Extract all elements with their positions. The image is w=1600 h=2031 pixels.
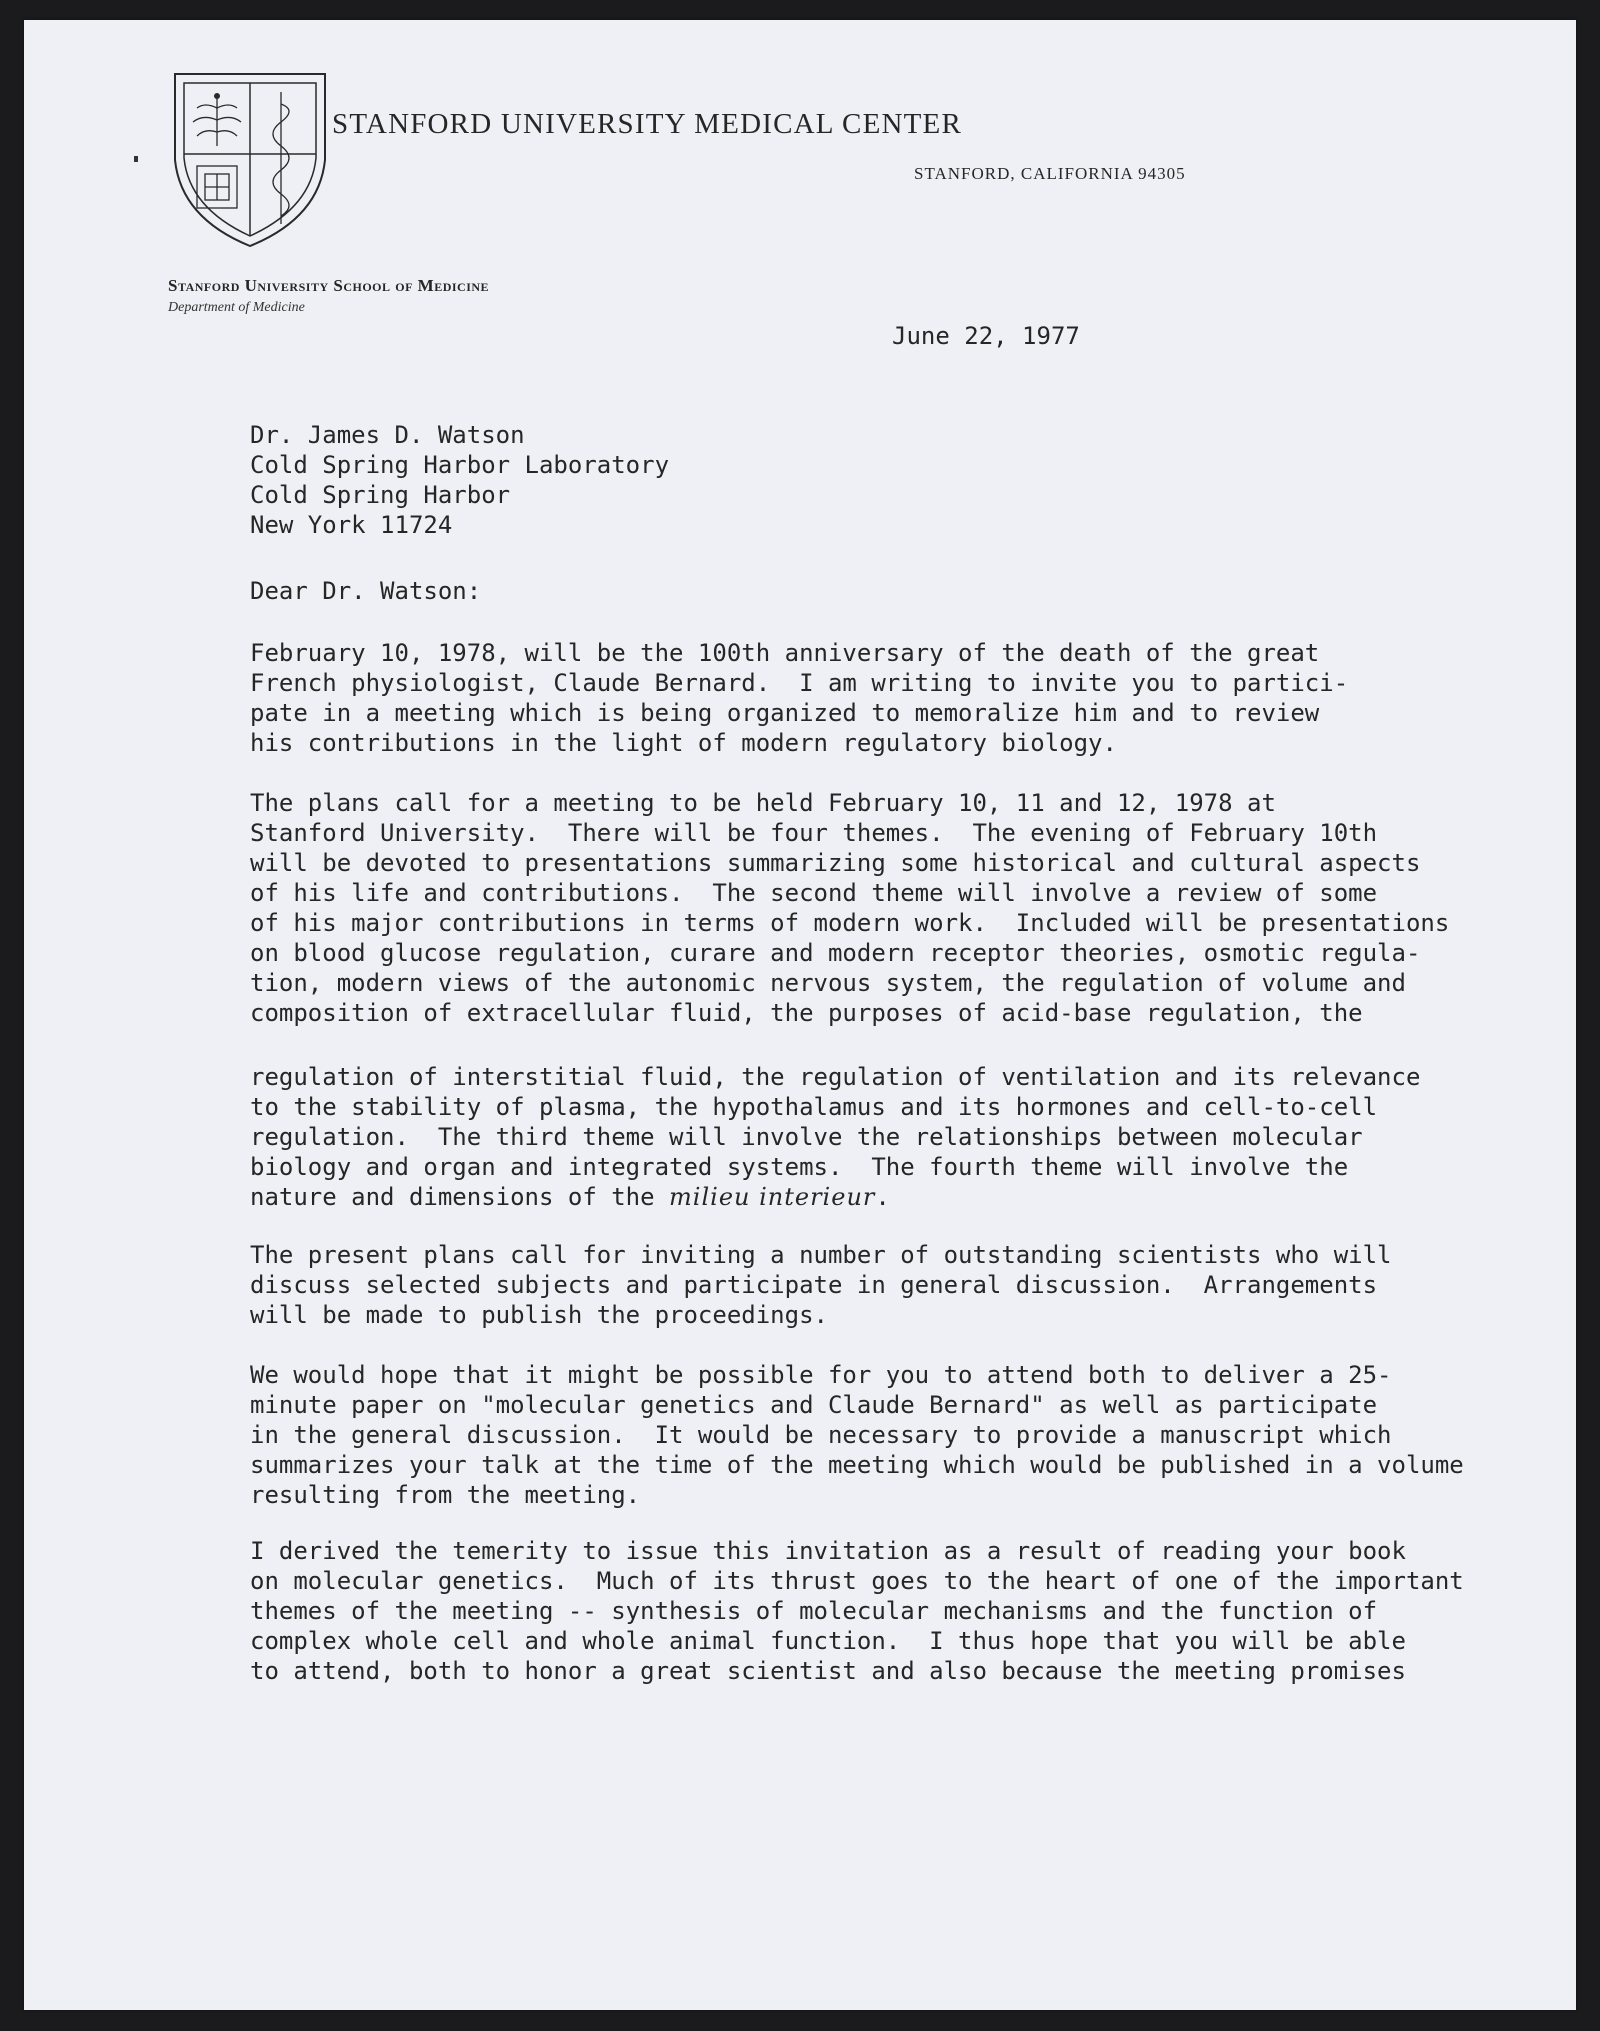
text-line: themes of the meeting -- synthesis of molecular mechanisms and the function of — [250, 1597, 1378, 1625]
recipient-line: Dr. James D. Watson — [250, 421, 525, 449]
text-line: Stanford University. There will be four themes. The evening of February 10th — [250, 819, 1378, 847]
text-line: tion, modern views of the autonomic nervous system, the regulation of volume and — [250, 969, 1406, 997]
milieu-interieur-italic: milieu interieur — [669, 1183, 876, 1211]
recipient-address — [250, 420, 1550, 540]
paragraph-4 — [250, 1360, 1550, 1510]
text-line: summarizes your talk at the time of the meeting which would be published in a volume — [250, 1451, 1464, 1479]
text-line: composition of extracellular fluid, the purposes of acid-base regulation, the — [250, 999, 1363, 1027]
text-line: to the stability of plasma, the hypothalamus and its hormones and cell-to-cell — [250, 1093, 1378, 1121]
text-line: will be devoted to presentations summarizing some historical and cultural aspects — [250, 849, 1421, 877]
text-line: in the general discussion. It would be necessary to provide a manuscript which — [250, 1421, 1392, 1449]
text-line: his contributions in the light of modern regulatory biology. — [250, 729, 1117, 757]
text-line: We would hope that it might be possible for you to attend both to deliver a 25- — [250, 1361, 1392, 1389]
letterhead-school: Stanford University School of Medicine — [168, 276, 490, 295]
letterhead-institution: STANFORD UNIVERSITY MEDICAL CENTER — [332, 108, 963, 140]
text-line-last — [250, 1182, 1550, 1212]
letter-date: June 22, 1977 — [892, 322, 1080, 350]
text-line: regulation. The third theme will involve the relationships between molecular — [250, 1123, 1363, 1151]
recipient-line: Cold Spring Harbor — [250, 481, 511, 509]
text-line: biology and organ and integrated systems. The fourth theme will involve the — [250, 1153, 1349, 1181]
letterhead-department: Department of Medicine — [168, 300, 305, 315]
text-line: The plans call for a meeting to be held February 10, 11 and 12, 1978 at — [250, 789, 1276, 817]
paragraph-3 — [250, 1240, 1550, 1330]
text-line: I derived the temerity to issue this invitation as a result of reading your book — [250, 1537, 1406, 1565]
recipient-line: New York 11724 — [250, 511, 453, 539]
text-line: will be made to publish the proceedings. — [250, 1301, 828, 1329]
text-line: complex whole cell and whole animal function. I thus hope that you will be able — [250, 1627, 1406, 1655]
text-suffix: . — [875, 1183, 890, 1211]
paragraph-2 — [250, 788, 1550, 1028]
salutation-text: Dear Dr. Watson: — [250, 577, 482, 605]
text-line: on blood glucose regulation, curare and modern receptor theories, osmotic regula- — [250, 939, 1421, 967]
stray-mark — [134, 156, 138, 162]
paragraph-1 — [250, 638, 1550, 758]
text-line: minute paper on "molecular genetics and Claude Bernard" as well as participate — [250, 1391, 1378, 1419]
text-line: pate in a meeting which is being organized to memoralize him and to review — [250, 699, 1320, 727]
text-line: to attend, both to honor a great scientist and also because the meeting promises — [250, 1657, 1406, 1685]
text-prefix: nature and dimensions of the — [250, 1183, 670, 1211]
text-line: February 10, 1978, will be the 100th anniversary of the death of the great — [250, 639, 1320, 667]
text-line: French physiologist, Claude Bernard. I am writing to invite you to partici- — [250, 669, 1349, 697]
text-line: of his life and contributions. The second theme will involve a review of some — [250, 879, 1378, 907]
stanford-crest-logo — [169, 68, 331, 250]
paragraph-5 — [250, 1536, 1550, 1686]
letter-page — [24, 20, 1576, 2010]
text-line: discuss selected subjects and participate in general discussion. Arrangements — [250, 1271, 1378, 1299]
paragraph-2-continued — [250, 1062, 1550, 1212]
text-line: The present plans call for inviting a number of outstanding scientists who will — [250, 1241, 1392, 1269]
text-line: resulting from the meeting. — [250, 1481, 641, 1509]
recipient-line: Cold Spring Harbor Laboratory — [250, 451, 670, 479]
letterhead-address: STANFORD, CALIFORNIA 94305 — [914, 164, 1186, 183]
text-line: regulation of interstitial fluid, the regulation of ventilation and its relevance — [250, 1063, 1421, 1091]
text-line: of his major contributions in terms of modern work. Included will be presentations — [250, 909, 1450, 937]
text-line: on molecular genetics. Much of its thrust goes to the heart of one of the important — [250, 1567, 1464, 1595]
salutation — [250, 576, 1550, 606]
